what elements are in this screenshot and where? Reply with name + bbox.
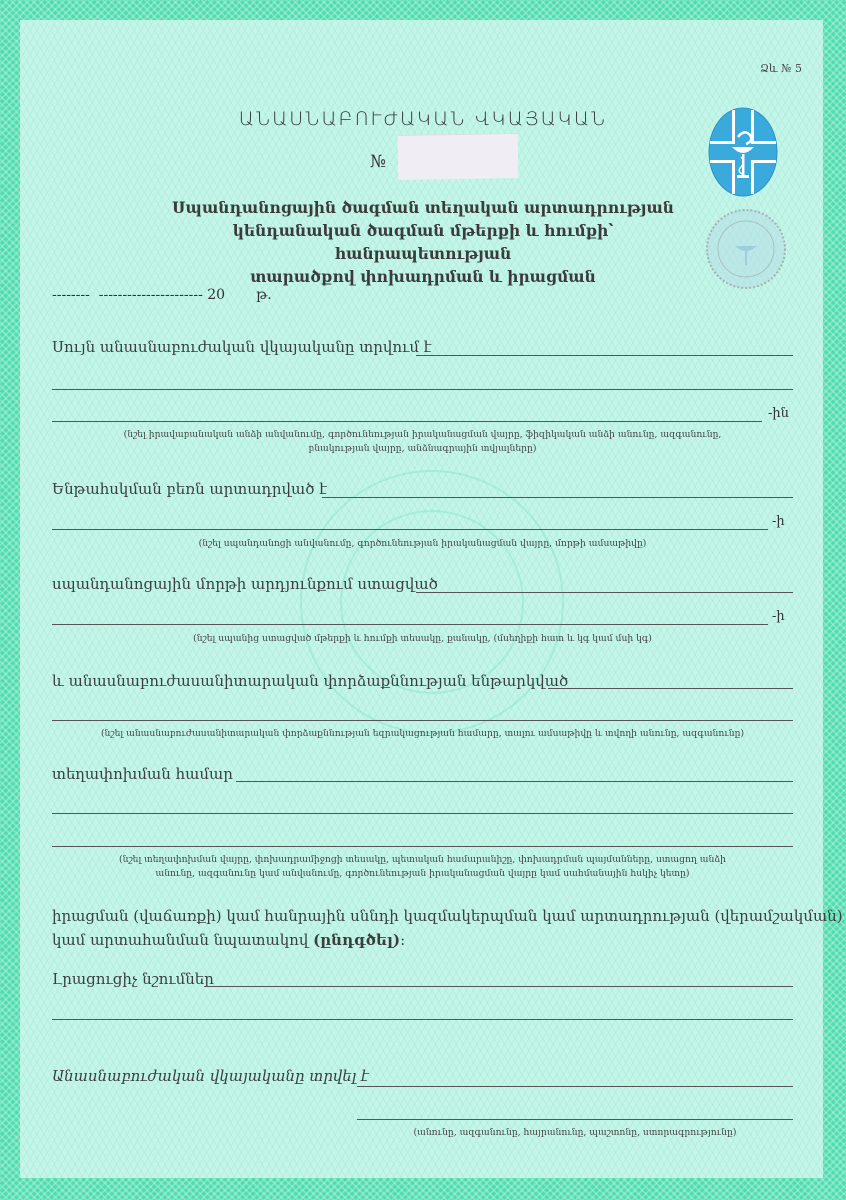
examined-input-line-1[interactable] [548, 688, 793, 689]
issued-to-hint [52, 428, 793, 456]
issued-by-label: Անասնաբուժական վկայականը տրվել է [52, 1067, 369, 1085]
subtitle-line: տարածքով փոխադրման և իրացման [250, 267, 596, 286]
purpose-underline-instruction: (ընդգծել) [313, 931, 401, 949]
hint-line: (նշել տեղափոխման վայրը, փոխադրամիջոցի տեսակը, պետական համարանիշը, փոխադրման պայմանները, ստացող անձի [119, 854, 726, 865]
product-produced-label: Ենթահսկման բեռն արտադրված է [52, 480, 327, 498]
issued-by-hint: (անունը, ազգանունը, հայրանունը, պաշտոնը, ստորագրությունը) [413, 1127, 737, 1138]
certificate-number-label: № [370, 152, 387, 172]
purpose-text [52, 904, 843, 952]
notes-input-line-2[interactable] [52, 1019, 793, 1020]
certificate-subtitle [150, 196, 696, 288]
round-seal-stamp-icon [705, 208, 787, 290]
obtained-from-label: սպանդանոցային մորթի արդյունքում ստացված [52, 575, 438, 593]
product-produced-hint: (նշել սպանդանոցի անվանումը, գործունեության իրականացման վայրը, մորթի ամսաթիվը) [198, 538, 647, 549]
issue-date-field[interactable]: -------- ---------------------- 20 թ. [52, 287, 272, 303]
document-title: ԱՆԱՍՆԱԲՈՒԺԱԿԱՆ ՎԿԱՅԱԿԱՆ [238, 108, 608, 130]
issued-to-label: Սույն անասնաբուժական վկայականը տրվում է [52, 338, 432, 356]
form-number: Ձև № 5 [760, 62, 802, 75]
purpose-line-2 [52, 928, 843, 952]
issued-to-suffix: -ին [768, 406, 789, 421]
medical-cross-bowl-of-hygieia-icon [708, 107, 778, 197]
purpose-line-1[interactable]: իրացման (վաճառքի) կամ հանրային սննդի կազմակերպման կամ արտադրության (վերամշակման) [52, 907, 843, 925]
obtained-from-input-line-2[interactable] [52, 624, 768, 625]
certificate-number-field[interactable] [398, 133, 519, 180]
obtained-from-hint: (նշել սպանից ստացված մթերքի և հումքի տեսակը, քանակը, (մսեղիքի հատ և կգ կամ մսի կգ) [193, 633, 652, 644]
examined-input-line-2[interactable] [52, 720, 793, 721]
transport-input-line-2[interactable] [52, 813, 793, 814]
transport-input-line-3[interactable] [52, 846, 793, 847]
purpose-colon: : [400, 931, 406, 949]
hint-line: անունը, ազգանունը կամ անվանումը, գործունեության իրականացման վայրը կամ սահմանային հսկիչ կետը) [155, 868, 690, 879]
examined-label: և անասնաբուժասանիտարական փորձաքննության ենթարկված [52, 672, 569, 690]
product-produced-input-line-1[interactable] [322, 497, 793, 498]
purpose-export-option[interactable]: կամ արտահանման նպատակով [52, 931, 309, 949]
examined-hint: (նշել անասնաբուժասանիտարական փորձաքննության եզրակացության համարը, տալու ամսաթիվը և տվողի անունը, ազգանունը) [100, 728, 745, 739]
issued-by-input-line-2[interactable] [357, 1119, 793, 1120]
issued-to-input-line-1[interactable] [416, 355, 793, 356]
obtained-from-suffix: -ի [772, 609, 785, 624]
product-produced-input-line-2[interactable] [52, 529, 768, 530]
issued-by-input-line-1[interactable] [357, 1086, 793, 1087]
transport-input-line-1[interactable] [236, 781, 793, 782]
notes-input-line-1[interactable] [204, 986, 793, 987]
notes-label: Լրացուցիչ նշումներ [52, 970, 214, 988]
issued-to-input-line-3[interactable] [52, 421, 762, 422]
obtained-from-input-line-1[interactable] [416, 592, 793, 593]
transport-label: տեղափոխման համար [52, 765, 233, 783]
subtitle-line: կենդանական ծագման մթերքի և հումքի՝ հանրապետության [232, 221, 614, 263]
issued-to-input-line-2[interactable] [52, 389, 793, 390]
hint-line: բնակության վայրը, անձնագրային տվյալները) [308, 443, 537, 454]
transport-hint [52, 853, 793, 881]
subtitle-line: Սպանդանոցային ծագման տեղական արտադրության [172, 198, 674, 217]
product-produced-suffix: -ի [772, 514, 785, 529]
hint-line: (նշել իրավաբանական անձի անվանումը, գործունեության իրականացման վայրը, ֆիզիկական անձի անունը, ազգանունը, [123, 429, 722, 440]
